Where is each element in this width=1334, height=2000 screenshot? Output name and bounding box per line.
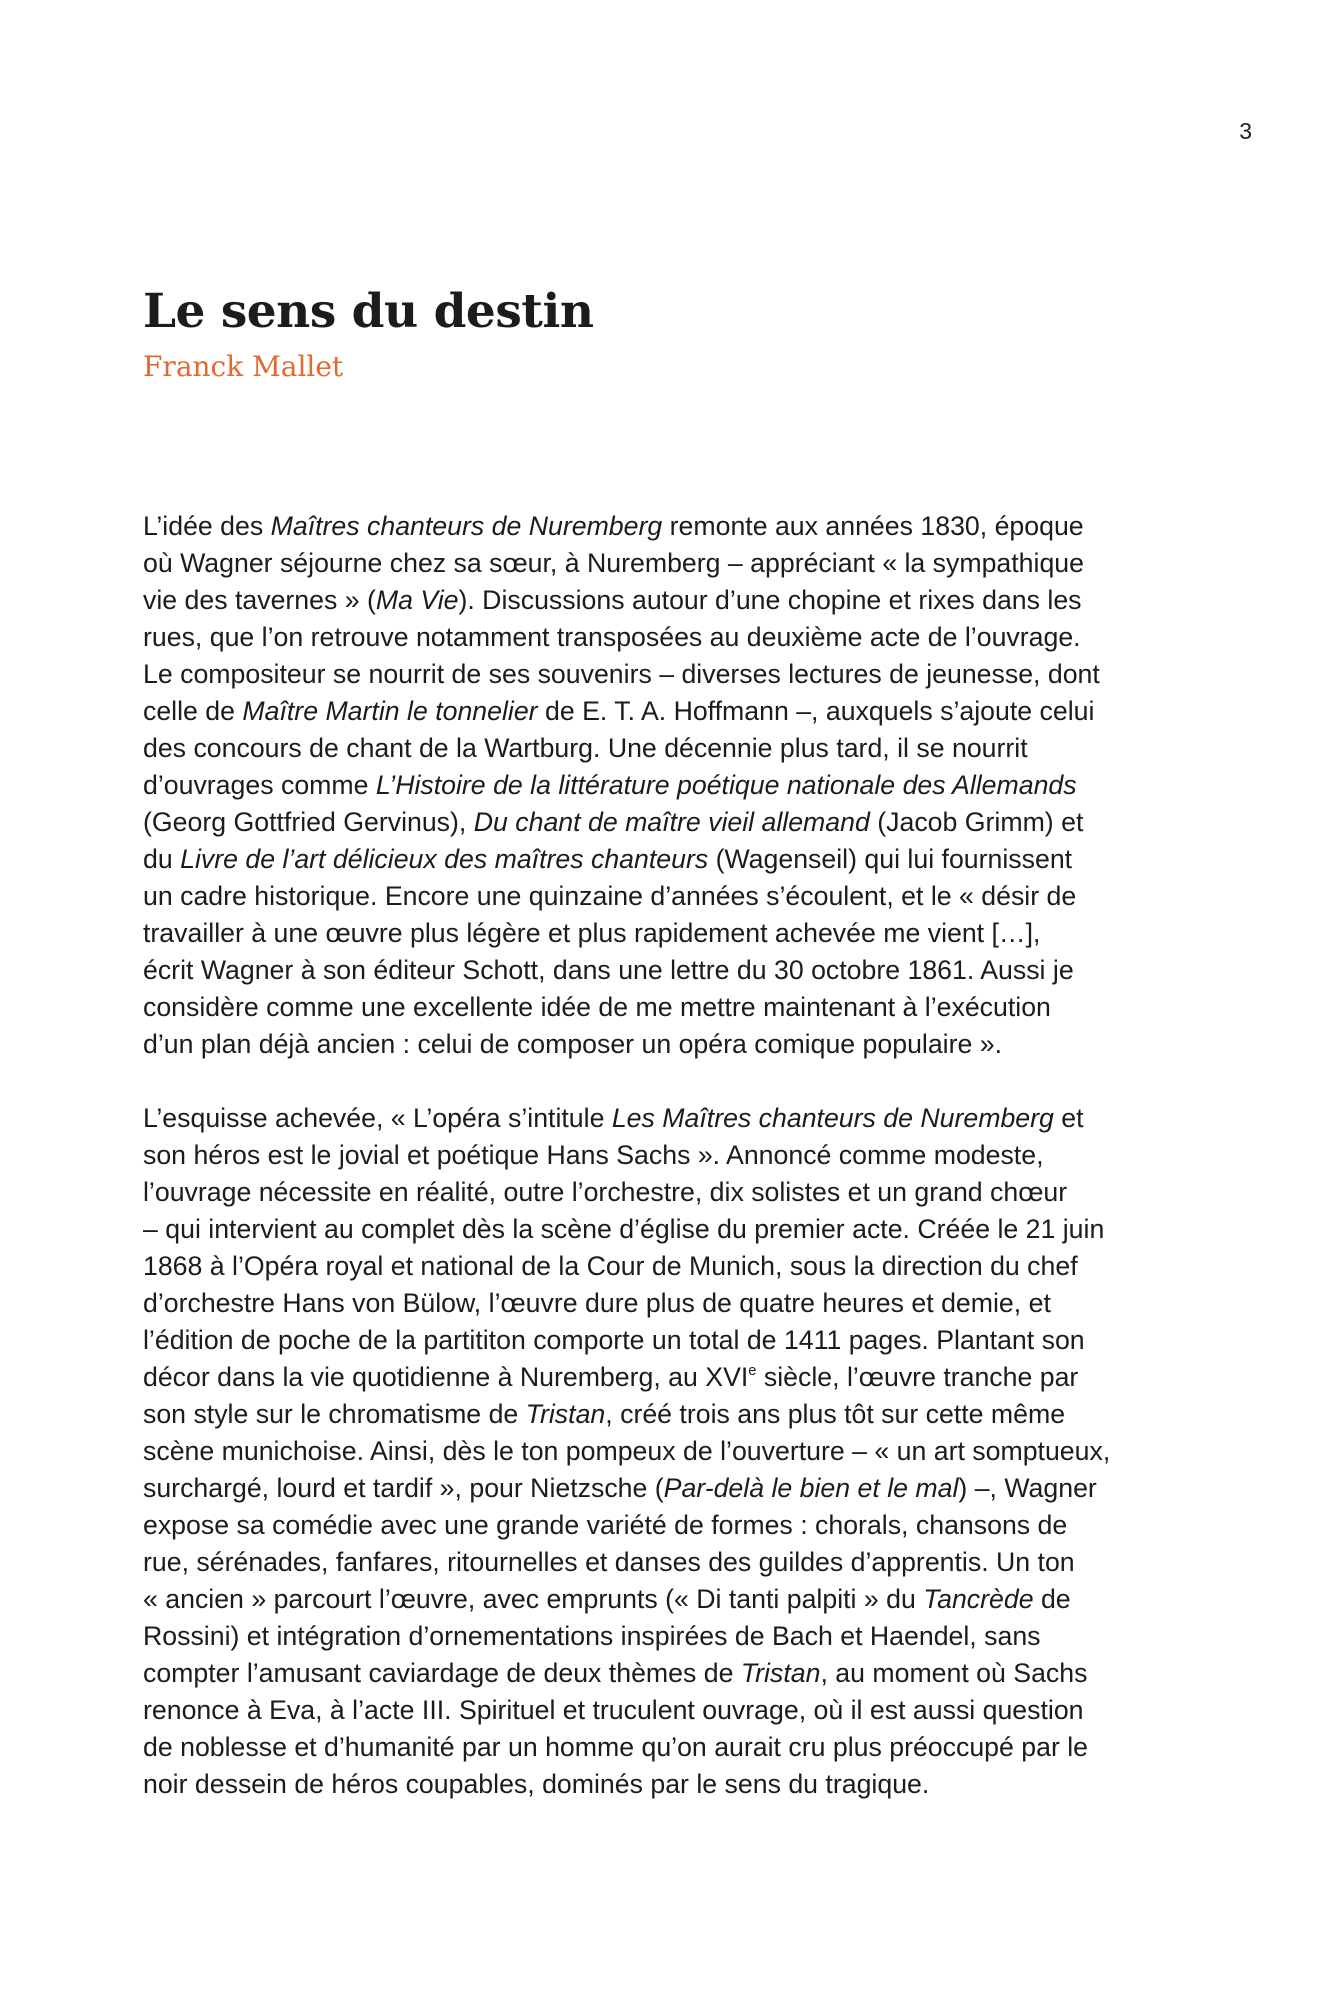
paragraph <box>143 1100 1203 1803</box>
text-line <box>143 693 1203 730</box>
text-line <box>143 1618 1203 1655</box>
text-line <box>143 730 1203 767</box>
text-line <box>143 582 1203 619</box>
italic-title: Ma Vie <box>375 585 459 615</box>
text-line <box>143 1396 1203 1433</box>
text-line <box>143 656 1203 693</box>
text-run: rues, que l’on retrouve notamment transposées au deuxième acte de l’ouvrage. <box>143 622 1081 652</box>
text-run: (Georg Gottfried Gervinus), <box>143 807 474 837</box>
text-line <box>143 1729 1203 1766</box>
text-line <box>143 1655 1203 1692</box>
italic-title: Maîtres chanteurs de Nuremberg <box>270 511 663 541</box>
italic-title: Tancrède <box>923 1584 1034 1614</box>
text-line <box>143 1470 1203 1507</box>
text-line <box>143 1026 1203 1063</box>
text-run: de E. T. A. Hoffmann –, auxquels s’ajoute celui <box>537 696 1095 726</box>
text-line <box>143 915 1203 952</box>
italic-title: Du chant de maître vieil allemand <box>473 807 870 837</box>
text-line <box>143 1433 1203 1470</box>
text-run: et <box>1053 1103 1084 1133</box>
text-run: L’esquisse achevée, « L’opéra s’intitule <box>143 1103 612 1133</box>
text-line <box>143 1137 1203 1174</box>
text-run: Rossini) et intégration d’ornementations inspirées de Bach et Haendel, sans <box>143 1621 1041 1651</box>
text-line <box>143 952 1203 989</box>
text-run: – qui intervient au complet dès la scène d’église du premier acte. Créée le 21 juin <box>143 1214 1105 1244</box>
text-line <box>143 545 1203 582</box>
page-number: 3 <box>1239 118 1252 144</box>
text-line <box>143 1544 1203 1581</box>
article-header <box>143 282 1203 386</box>
text-line <box>143 1100 1203 1137</box>
italic-title: Tristan <box>740 1658 821 1688</box>
text-run: celle de <box>143 696 243 726</box>
article-author: Franck Mallet <box>143 350 344 383</box>
text-run: d’ouvrages comme <box>143 770 376 800</box>
paragraph <box>143 508 1203 1063</box>
text-line <box>143 841 1203 878</box>
text-run: scène munichoise. Ainsi, dès le ton pompeux de l’ouverture – « un art somptueux, <box>143 1436 1111 1466</box>
italic-title: L’Histoire de la littérature poétique nationale des Allemands <box>375 770 1077 800</box>
text-run: son héros est le jovial et poétique Hans Sachs ». Annoncé comme modeste, <box>143 1140 1044 1170</box>
text-run: considère comme une excellente idée de me mettre maintenant à l’exécution <box>143 992 1051 1022</box>
italic-title: Livre de l’art délicieux des maîtres chanteurs <box>180 844 709 874</box>
text-line <box>143 989 1203 1026</box>
text-run: où Wagner séjourne chez sa sœur, à Nuremberg – appréciant « la sympathique <box>143 548 1084 578</box>
text-run: renonce à Eva, à l’acte III. Spirituel et truculent ouvrage, où il est aussi question <box>143 1695 1084 1725</box>
article-body <box>143 508 1203 1840</box>
text-run: Le compositeur se nourrit de ses souvenirs – diverses lectures de jeunesse, dont <box>143 659 1100 689</box>
text-line <box>143 1359 1203 1396</box>
text-run: écrit Wagner à son éditeur Schott, dans une lettre du 30 octobre 1861. Aussi je <box>143 955 1074 985</box>
text-run: d’un plan déjà ancien : celui de composer un opéra comique populaire ». <box>143 1029 1003 1059</box>
italic-title: Les Maîtres chanteurs de Nuremberg <box>611 1103 1054 1133</box>
text-run: l’ouvrage nécessite en réalité, outre l’orchestre, dix solistes et un grand chœur <box>143 1177 1068 1207</box>
text-line <box>143 1581 1203 1618</box>
text-run: d’orchestre Hans von Bülow, l’œuvre dure plus de quatre heures et demie, et <box>143 1288 1051 1318</box>
text-run: expose sa comédie avec une grande variété de formes : chorals, chansons de <box>143 1510 1068 1540</box>
text-run: remonte aux années 1830, époque <box>662 511 1084 541</box>
text-run: 1868 à l’Opéra royal et national de la Cour de Munich, sous la direction du chef <box>143 1251 1078 1281</box>
text-run: noir dessein de héros coupables, dominés par le sens du tragique. <box>143 1769 930 1799</box>
italic-title: Par-delà le bien et le mal <box>663 1473 959 1503</box>
text-run: son style sur le chromatisme de <box>143 1399 526 1429</box>
text-run: vie des tavernes » ( <box>143 585 376 615</box>
text-run: des concours de chant de la Wartburg. Une décennie plus tard, il se nourrit <box>143 733 1028 763</box>
text-line <box>143 1692 1203 1729</box>
text-line <box>143 804 1203 841</box>
text-line <box>143 1248 1203 1285</box>
text-run: de noblesse et d’humanité par un homme qu’on aurait cru plus préoccupé par le <box>143 1732 1089 1762</box>
text-line <box>143 508 1203 545</box>
text-line <box>143 767 1203 804</box>
text-run: L’idée des <box>143 511 271 541</box>
text-run: de <box>1033 1584 1071 1614</box>
text-line <box>143 619 1203 656</box>
text-run: surchargé, lourd et tardif », pour Nietzsche ( <box>143 1473 664 1503</box>
text-run: (Wagenseil) qui lui fournissent <box>708 844 1073 874</box>
text-line <box>143 1174 1203 1211</box>
text-run: , au moment où Sachs <box>820 1658 1088 1688</box>
article-title: Le sens du destin <box>143 284 594 339</box>
italic-title: Maître Martin le tonnelier <box>242 696 538 726</box>
text-run: un cadre historique. Encore une quinzaine d’années s’écoulent, et le « désir de <box>143 881 1077 911</box>
text-run: (Jacob Grimm) et <box>869 807 1084 837</box>
text-run: « ancien » parcourt l’œuvre, avec emprunts (« Di tanti palpiti » du <box>143 1584 924 1614</box>
text-line <box>143 1507 1203 1544</box>
italic-title: Tristan <box>525 1399 606 1429</box>
text-line <box>143 1285 1203 1322</box>
text-line <box>143 1766 1203 1803</box>
text-run: ). Discussions autour d’une chopine et rixes dans les <box>458 585 1082 615</box>
text-run: ) –, Wagner <box>958 1473 1097 1503</box>
text-run: décor dans la vie quotidienne à Nuremberg, au XVI <box>143 1362 749 1392</box>
superscript: e <box>748 1363 757 1379</box>
text-line <box>143 1322 1203 1359</box>
text-run: rue, sérénades, fanfares, ritournelles et danses des guildes d’apprentis. Un ton <box>143 1547 1075 1577</box>
text-run: du <box>143 844 181 874</box>
text-line <box>143 1211 1203 1248</box>
text-run: , créé trois ans plus tôt sur cette même <box>605 1399 1066 1429</box>
text-line <box>143 878 1203 915</box>
text-run: travailler à une œuvre plus légère et plus rapidement achevée me vient […], <box>143 918 1041 948</box>
text-run: siècle, l’œuvre tranche par <box>756 1362 1079 1392</box>
text-run: compter l’amusant caviardage de deux thèmes de <box>143 1658 741 1688</box>
text-run: l’édition de poche de la partititon comporte un total de 1411 pages. Plantant son <box>143 1325 1085 1355</box>
